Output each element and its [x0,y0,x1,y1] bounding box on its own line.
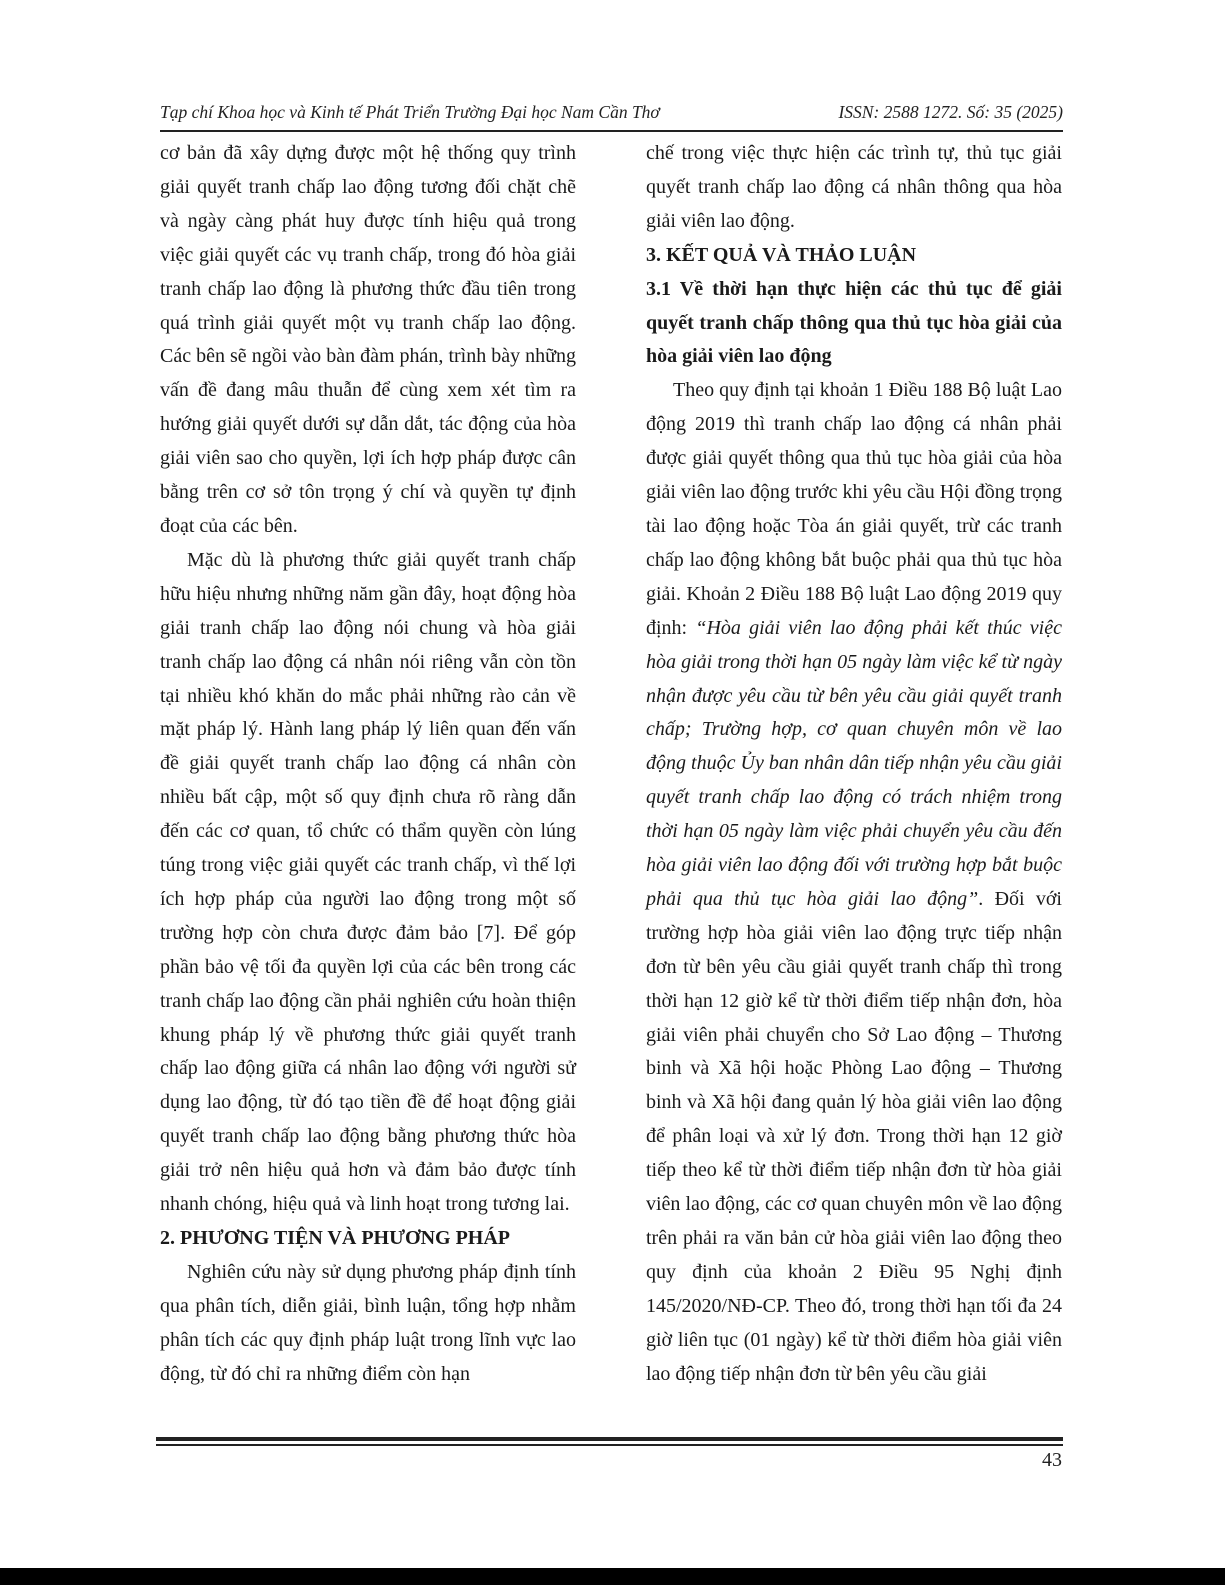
paragraph: Mặc dù là phương thức giải quyết tranh chấp hữu hiệu nhưng những năm gần đây, hoạt động hòa giải tranh chấp lao động nói chung và hòa giải tranh chấp lao động cá nhân nói riêng vẫn còn tồn tại nhiều khó khăn do mắc phải những rào cản về mặt pháp lý. Hành lang pháp lý liên quan đến vấn đề giải quyết tranh chấp lao động cá nhân còn nhiều bất cập, một số quy định chưa rõ ràng dẫn đến các cơ quan, tổ chức có thẩm quyền còn lúng túng trong việc giải quyết các tranh chấp, vì thế lợi ích hợp pháp của người lao động trong một số trường hợp còn chưa được đảm bảo [7]. Để góp phần bảo vệ tối đa quyền lợi của các bên trong các tranh chấp lao động cần phải nghiên cứu hoàn thiện khung pháp lý về phương thức giải quyết tranh chấp lao động giữa cá nhân lao động với người sử dụng lao động, từ đó tạo tiền đề để hoạt động giải quyết tranh chấp lao động bằng phương thức hòa giải trở nên hiệu quả hơn và đảm bảo được tính nhanh chóng, hiệu quả và linh hoạt trong tương lai. [160,548,576,1216]
running-header [160,100,1063,132]
scan-edge-bar [0,1568,1225,1585]
paragraph-continued: cơ bản đã xây dựng được một hệ thống quy trình giải quyết tranh chấp lao động tương đối chặt chẽ và ngày càng phát huy được tính hiệu quả trong việc giải quyết các vụ tranh chấp, trong đó hòa giải tranh chấp lao động là phương thức đầu tiên trong quá trình giải quyết một vụ tranh chấp lao động. Các bên sẽ ngồi vào bàn đàm phán, trình bày những vấn đề đang mâu thuẫn để cùng xem xét tìm ra hướng giải quyết dưới sự dẫn dắt, tác động của hòa giải viên sao cho quyền, lợi ích hợp pháp được cân bằng trên cơ sở tôn trọng ý chí và quyền tự định đoạt của các bên. [160,142,576,537]
legal-quote: “Hòa giải viên lao động phải kết thúc việc hòa giải trong thời hạn 05 ngày làm việc kể từ ngày nhận được yêu cầu từ bên yêu cầu giải quyết tranh chấp; Trường hợp, cơ quan chuyên môn về lao động thuộc Ủy ban nhân dân tiếp nhận yêu cầu giải quyết tranh chấp lao động có trách nhiệm trong thời hạn 05 ngày làm việc phải chuyển yêu cầu đến hòa giải viên lao động đối với trường hợp bắt buộc phải qua thủ tục hòa giải lao động” [646,616,1062,910]
issn-issue: ISSN: 2588 1272. Số: 35 (2025) [838,102,1063,122]
footer-rule-thick [156,1437,1063,1441]
subsection-heading-3-1: 3.1 Về thời hạn thực hiện các thủ tục để giải quyết tranh chấp thông qua thủ tục hòa giải của hòa giải viên lao động [646,277,1062,368]
left-column [160,137,576,1392]
page-number: 43 [1042,1449,1062,1471]
paragraph-continued: chế trong việc thực hiện các trình tự, thủ tục giải quyết tranh chấp lao động cá nhân thông qua hòa giải viên lao động. [646,142,1062,232]
section-heading-3: 3. KẾT QUẢ VÀ THẢO LUẬN [646,243,917,266]
paragraph-text: . Đối với trường hợp hòa giải viên lao động trực tiếp nhận đơn từ bên yêu cầu giải quyết tranh chấp thì trong thời hạn 12 giờ kể từ thời điểm tiếp nhận đơn, hòa giải viên phải chuyển cho Sở Lao động – Thương binh và Xã hội hoặc Phòng Lao động – Thương binh và Xã hội đang quản lý hòa giải viên lao động để phân loại và xử lý đơn. Trong thời hạn 12 giờ tiếp theo kể từ thời điểm tiếp nhận đơn từ hòa giải viên lao động, các cơ quan chuyên môn về lao động trên phải ra văn bản cử hòa giải viên lao động theo quy định của khoản 2 Điều 95 Nghị định 145/2020/NĐ-CP. Theo đó, trong thời hạn tối đa 24 giờ liên tục (01 ngày) kể từ thời điểm hòa giải viên lao động tiếp nhận đơn từ bên yêu cầu giải [646,887,1062,1385]
section-heading-2: 2. PHƯƠNG TIỆN VÀ PHƯƠNG PHÁP [160,1227,510,1249]
footer-rule-thin [156,1444,1063,1446]
journal-title: Tạp chí Khoa học và Kinh tế Phát Triển Trường Đại học Nam Cần Thơ [160,102,660,122]
right-column [646,137,1062,1392]
paragraph-text: Theo quy định tại khoản 1 Điều 188 Bộ luật Lao động 2019 thì tranh chấp lao động cá nhân phải được giải quyết thông qua thủ tục hòa giải của hòa giải viên lao động trước khi yêu cầu Hội đồng trọng tài lao động hoặc Tòa án giải quyết, trừ các tranh chấp lao động không bắt buộc phải qua thủ tục hòa giải. Khoản 2 Điều 188 Bộ luật Lao động 2019 quy định: [646,379,1062,639]
paragraph: Nghiên cứu này sử dụng phương pháp định tính qua phân tích, diễn giải, bình luận, tổng hợp nhằm phân tích các quy định pháp luật trong lĩnh vực lao động, từ đó chỉ ra những điểm còn hạn [160,1260,576,1385]
paragraph [646,374,1062,1391]
